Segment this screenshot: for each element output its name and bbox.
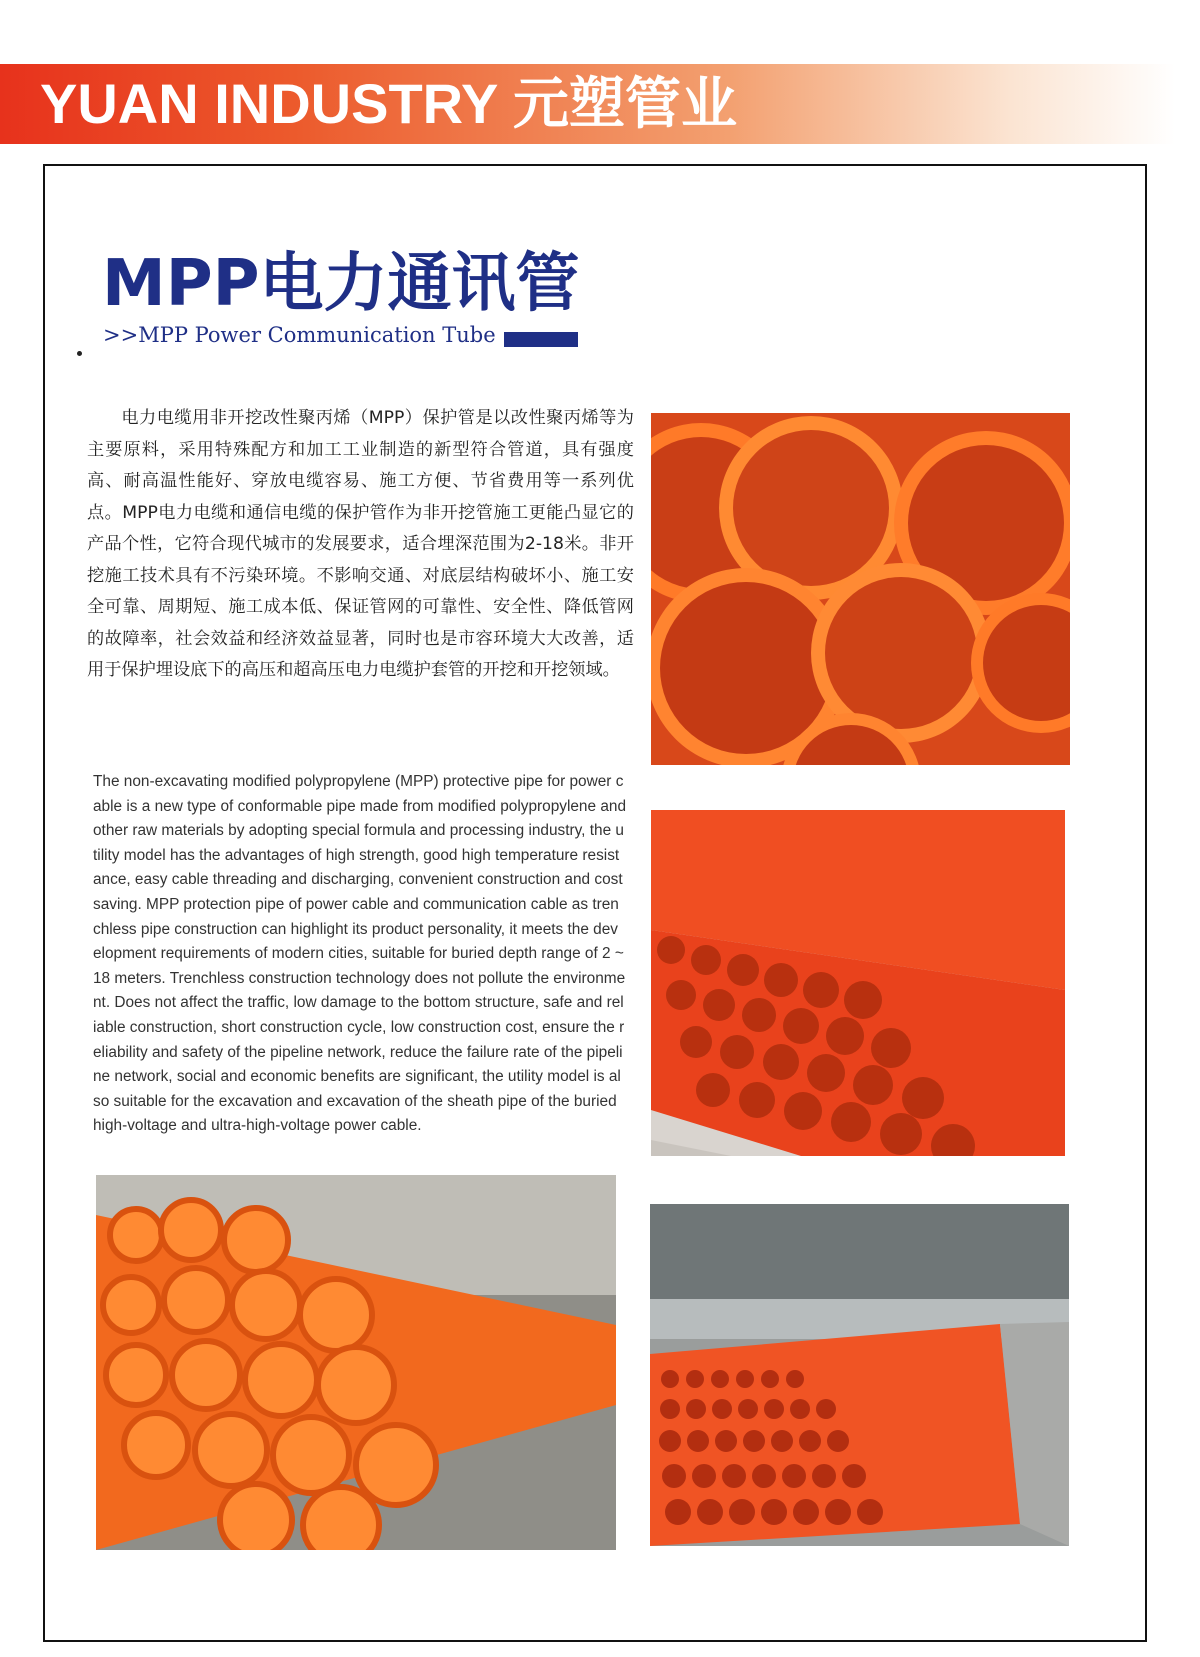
stacked-pipes-photo <box>651 810 1065 1156</box>
header-banner <box>0 64 1175 144</box>
pipe-closeup-photo <box>651 413 1070 765</box>
english-description: The non-excavating modified polypropylene (MPP) protective pipe for power cable is a new type of conformable pipe made from modified polypropylene and other raw materials by adopting special formula and processing industry, the utility model has the advantages of high strength, good high temperature resistance, easy cable threading and discharging, convenient construction and cost saving. MPP protection pipe of power cable and communication cable as trenchless pipe construction can highlight its product personality, it meets the development requirements of modern cities, suitable for buried depth range of 2 ~ 18 meters. Trenchless construction technology does not pollute the environment. Does not affect the traffic, low damage to the bottom structure, safe and reliable construction, short construction cycle, low construction cost, ensure the reliability and safety of the pipeline network, reduce the failure rate of the pipeline network, social and economic benefits are significant, the utility model is also suitable for the excavation and excavation of the sheath pipe of the buried high-voltage and ultra-high-voltage power cable. <box>93 773 626 1135</box>
decorative-dot <box>77 351 82 356</box>
warehouse-pipes-photo <box>96 1175 616 1550</box>
brand-title: YUAN INDUSTRY 元塑管业 <box>40 72 737 135</box>
page-title: MPP电力通讯管 <box>102 247 580 321</box>
subtitle-accent-bar <box>504 332 578 347</box>
chinese-description: 电力电缆用非开挖改性聚丙烯（MPP）保护管是以改性聚丙烯等为主要原料，采用特殊配方和加工工业制造的新型符合管道，具有强度高、耐高温性能好、穿放电缆容易、施工方便、节省费用等一系列优点。MPP电力电缆和通信电缆的保护管作为非开挖管施工更能凸显它的产品个性，它符合现代城市的发展要求，适合埋深范围为2-18米。非开挖施工技术具有不污染环境。不影响交通、对底层结构破坏小、施工安全可靠、周期短、施工成本低、保证管网的可靠性、安全性、降低管网的故障率，社会效益和经济效益显著，同时也是市容环境大大改善，适用于保护埋设底下的高压和超高压电力电缆护套管的开挖和开挖领域。 <box>87 408 634 680</box>
factory-pipes-photo <box>650 1204 1069 1546</box>
page-subtitle: >>MPP Power Communication Tube <box>103 323 496 347</box>
